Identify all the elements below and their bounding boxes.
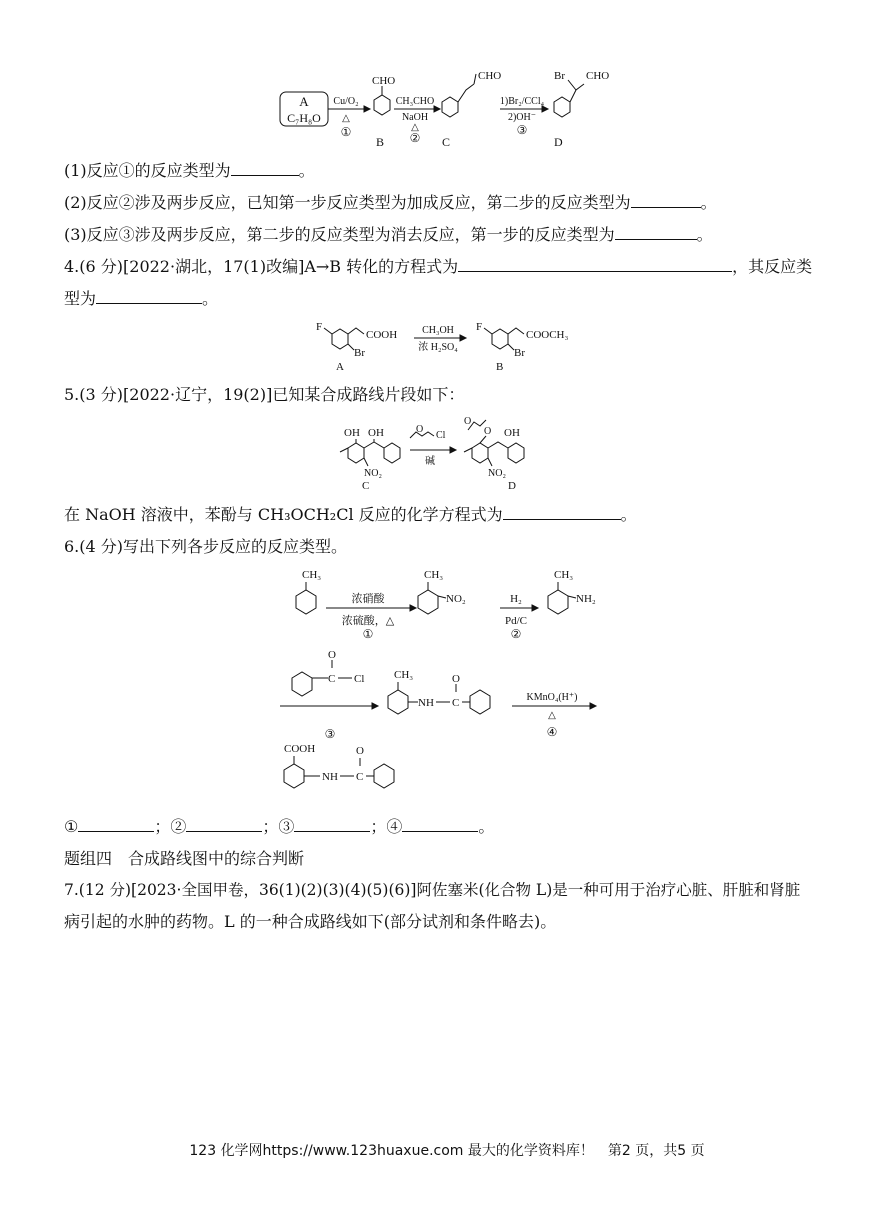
svg-text:CH₃OH: CH₃OH [422, 325, 454, 336]
svg-text:F: F [476, 321, 483, 333]
svg-text:CHO: CHO [478, 70, 502, 82]
svg-text:CH₃: CH₃ [554, 569, 574, 581]
q4-line2: 型为 。 [64, 289, 219, 308]
q6-answers: ① ；② ；③ ；④ 。 [64, 817, 495, 836]
svg-text:③: ③ [516, 123, 528, 137]
svg-text:NH: NH [322, 771, 338, 783]
svg-text:CH₃CHO: CH₃CHO [395, 96, 435, 107]
answer-blank-1[interactable] [78, 817, 154, 832]
svg-text:NO₂: NO₂ [446, 593, 466, 605]
svg-text:Cl: Cl [436, 430, 446, 441]
svg-text:C: C [452, 697, 460, 709]
q5-intro: 5.(3 分)[2022·辽宁，19(2)]已知某合成路线片段如下： [64, 385, 465, 404]
svg-text:NH: NH [418, 697, 434, 709]
svg-text:Pd/C: Pd/C [504, 615, 528, 627]
svg-text:CH₃: CH₃ [302, 569, 322, 581]
svg-text:O: O [328, 649, 336, 661]
benzene-ring-c1 [348, 443, 364, 463]
svg-text:COOCH₃: COOCH₃ [526, 329, 569, 341]
q3-scheme [270, 62, 630, 154]
svg-text:O: O [464, 416, 472, 427]
svg-text:KMnO₄(H⁺): KMnO₄(H⁺) [526, 692, 578, 703]
svg-text:OH: OH [504, 427, 520, 439]
svg-text:C: C [362, 480, 370, 492]
q7-line2: 病引起的水肿的药物。L 的一种合成路线如下(部分试剂和条件略去)。 [64, 912, 557, 931]
q6-intro: 6.(4 分)写出下列各步反应的反应类型。 [64, 537, 348, 556]
svg-text:Br: Br [354, 347, 365, 359]
answer-blank[interactable] [615, 225, 697, 240]
svg-text:NaOH: NaOH [401, 112, 429, 123]
svg-text:1)Br₂/CCl₄: 1)Br₂/CCl₄ [499, 96, 545, 107]
svg-text:CHO: CHO [372, 75, 396, 87]
q5-line2: 在 NaOH 溶液中，苯酚与 CH₃OCH₂Cl 反应的化学方程式为 。 [64, 505, 637, 524]
svg-text:A: A [336, 361, 344, 373]
svg-text:H₂: H₂ [510, 593, 522, 605]
toluene-ring [296, 590, 316, 614]
q3-sub3: (3)反应③涉及两步反应，第二步的反应类型为消去反应，第一步的反应类型为 。 [64, 225, 713, 244]
svg-text:O: O [416, 424, 424, 435]
svg-text:C: C [328, 673, 336, 685]
amide-ring-2 [470, 690, 490, 714]
svg-text:△: △ [342, 113, 350, 124]
answer-blank-3[interactable] [294, 817, 370, 832]
svg-text:O: O [484, 426, 492, 437]
svg-text:NH₂: NH₂ [576, 593, 596, 605]
svg-text:CHO: CHO [586, 70, 610, 82]
q5-scheme [336, 412, 556, 494]
q6-scheme [276, 562, 616, 808]
svg-text:NO₂: NO₂ [364, 468, 382, 479]
svg-text:CH₃: CH₃ [424, 569, 444, 581]
svg-text:浓硫酸，△: 浓硫酸，△ [341, 615, 395, 627]
q4-scheme [310, 316, 590, 374]
product-ring-2 [374, 764, 394, 788]
svg-text:D: D [508, 480, 516, 492]
svg-text:Br: Br [554, 70, 565, 82]
svg-text:O: O [452, 673, 460, 685]
benzene-ring-a [332, 329, 348, 349]
svg-text:④: ④ [546, 725, 558, 739]
svg-text:Cl: Cl [354, 673, 365, 685]
answer-blank[interactable] [503, 505, 621, 520]
benzene-ring-d1 [472, 443, 488, 463]
svg-text:F: F [316, 321, 323, 333]
label-d: D [554, 135, 563, 149]
svg-text:C: C [356, 771, 364, 783]
q4-line1: 4.(6 分)[2022·湖北，17(1)改编]A→B 转化的方程式为 ，其反应类 [64, 257, 813, 276]
svg-text:碱: 碱 [425, 456, 435, 467]
svg-text:浓硝酸: 浓硝酸 [351, 593, 385, 605]
label-c: C [442, 135, 451, 149]
svg-text:浓 H₂SO₄: 浓 H₂SO₄ [418, 342, 458, 353]
answer-blank[interactable] [458, 257, 732, 272]
svg-text:Br: Br [514, 347, 525, 359]
benzene-ring-c [442, 97, 458, 117]
compound-a-formula: C₇H₈O [287, 111, 321, 125]
svg-text:COOH: COOH [366, 329, 398, 341]
page-footer: 123 化学网https://www.123huaxue.com 最大的化学资料库！ 第2 页，共5 页 [189, 1143, 705, 1159]
svg-text:2)OH⁻: 2)OH⁻ [507, 112, 537, 123]
svg-text:OH: OH [368, 427, 384, 439]
svg-text:③: ③ [324, 727, 336, 741]
compound-a-label: A [299, 94, 309, 109]
q3-sub2: (2)反应②涉及两步反应，已知第一步反应类型为加成反应，第二步的反应类型为 。 [64, 193, 717, 212]
amide-ring-1 [388, 690, 408, 714]
answer-blank-4[interactable] [402, 817, 478, 832]
toluidine-ring [548, 590, 568, 614]
answer-blank-2[interactable] [186, 817, 262, 832]
svg-text:①: ① [362, 627, 374, 641]
benzene-ring-b [374, 95, 390, 115]
svg-text:Cu/O₂: Cu/O₂ [333, 96, 359, 107]
q3-sub1: (1)反应①的反应类型为 。 [64, 161, 315, 180]
nitrotoluene-ring [418, 590, 438, 614]
svg-text:OH: OH [344, 427, 360, 439]
svg-text:②: ② [409, 131, 421, 145]
svg-text:NO₂: NO₂ [488, 468, 506, 479]
section-heading: 题组四 合成路线图中的综合判断 [64, 849, 305, 868]
benzene-ring-d2 [508, 443, 524, 463]
benzene-ring-b [492, 329, 508, 349]
svg-text:COOH: COOH [284, 743, 316, 755]
answer-blank[interactable] [96, 289, 202, 304]
svg-text:O: O [356, 745, 364, 757]
q7-line1: 7.(12 分)[2023·全国甲卷，36(1)(2)(3)(4)(5)(6)]阿佐塞米(化合物 L)是一种可用于治疗心脏、肝脏和肾脏 [64, 881, 801, 899]
answer-blank[interactable] [631, 193, 701, 208]
label-b: B [376, 135, 385, 149]
svg-text:②: ② [510, 627, 522, 641]
benzoyl-ring [292, 672, 312, 696]
benzene-ring-d [554, 97, 570, 117]
answer-blank[interactable] [231, 161, 299, 176]
svg-text:△: △ [411, 122, 419, 133]
product-ring-1 [284, 764, 304, 788]
svg-text:①: ① [340, 125, 352, 139]
svg-text:B: B [496, 361, 504, 373]
svg-text:△: △ [548, 710, 556, 721]
benzene-ring-c2 [384, 443, 400, 463]
svg-text:CH₃: CH₃ [394, 669, 414, 681]
